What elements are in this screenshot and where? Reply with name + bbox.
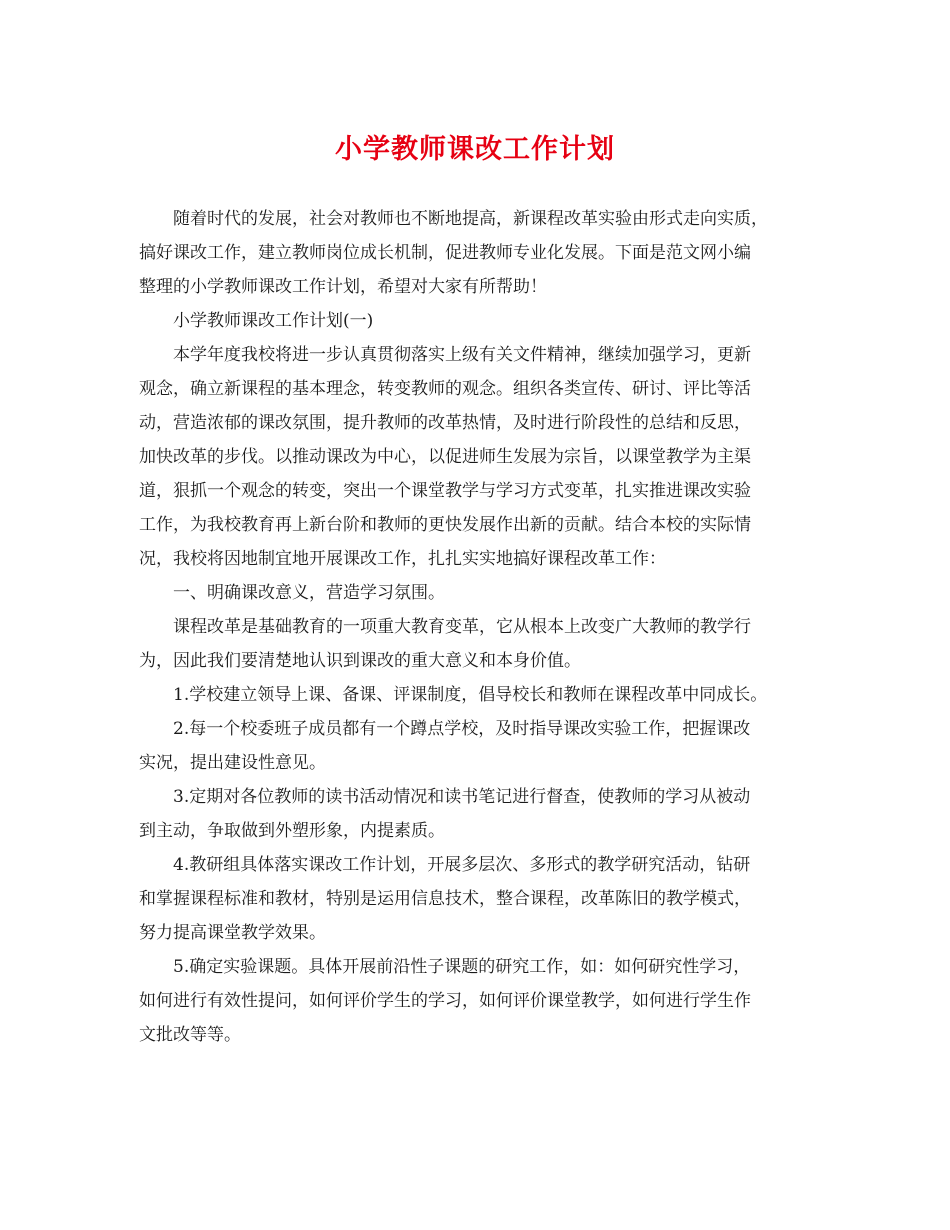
text-line: 1.学校建立领导上课、备课、评课制度，倡导校长和教师在课程改革中同成长。 (173, 685, 768, 705)
paragraph (139, 202, 829, 304)
paragraph (139, 576, 829, 610)
text-line: 搞好课改工作，建立教师岗位成长机制，促进教师专业化发展。下面是范文网小编 (139, 243, 751, 263)
text-line: 文批改等等。 (139, 1025, 241, 1045)
text-line: 随着时代的发展，社会对教师也不断地提高，新课程改革实验由形式走向实质， (173, 209, 768, 229)
paragraph (139, 610, 829, 678)
text-line: 2.每一个校委班子成员都有一个蹲点学校，及时指导课改实验工作，把握课改 (173, 719, 751, 739)
text-line: 为，因此我们要清楚地认识到课改的重大意义和本身价值。 (139, 651, 581, 671)
text-line: 观念，确立新课程的基本理念，转变教师的观念。组织各类宣传、研讨、评比等活 (139, 379, 751, 399)
text-line: 努力提高课堂教学效果。 (139, 923, 326, 943)
text-line: 到主动，争取做到外塑形象，内提素质。 (139, 821, 445, 841)
text-line: 况，我校将因地制宜地开展课改工作，扎扎实实地搞好课程改革工作： (139, 549, 666, 569)
text-line: 加快改革的步伐。以推动课改为中心，以促进师生发展为宗旨，以课堂教学为主渠 (139, 447, 751, 467)
document-title: 小学教师课改工作计划 (335, 134, 615, 165)
text-line: 整理的小学教师课改工作计划，希望对大家有所帮助！ (139, 277, 547, 297)
text-line: 本学年度我校将进一步认真贯彻落实上级有关文件精神，继续加强学习，更新 (173, 345, 751, 365)
paragraph (139, 338, 829, 576)
text-line: 课程改革是基础教育的一项重大教育变革，它从根本上改变广大教师的教学行 (173, 617, 751, 637)
paragraph (139, 780, 829, 848)
paragraph (139, 304, 829, 338)
paragraph (139, 950, 829, 1052)
text-line: 工作，为我校教育再上新台阶和教师的更快发展作出新的贡献。结合本校的实际情 (139, 515, 751, 535)
text-line: 5.确定实验课题。具体开展前沿性子课题的研究工作，如：如何研究性学习， (173, 957, 751, 977)
text-line: 4.教研组具体落实课改工作计划，开展多层次、多形式的教学研究活动，钻研 (173, 855, 751, 875)
text-line: 和掌握课程标准和教材，特别是运用信息技术，整合课程，改革陈旧的教学模式， (139, 889, 751, 909)
text-line: 动，营造浓郁的课改氛围，提升教师的改革热情，及时进行阶段性的总结和反思， (139, 413, 751, 433)
text-line: 小学教师课改工作计划(一) (173, 311, 374, 331)
document-body (139, 202, 829, 1052)
text-line: 一、明确课改意义，营造学习氛围。 (173, 583, 445, 603)
text-line: 3.定期对各位教师的读书活动情况和读书笔记进行督查，使教师的学习从被动 (173, 787, 751, 807)
text-line: 如何进行有效性提问，如何评价学生的学习，如何评价课堂教学，如何进行学生作 (139, 991, 751, 1011)
paragraph (139, 678, 829, 712)
text-line: 道，狠抓一个观念的转变，突出一个课堂教学与学习方式变革，扎实推进课改实验 (139, 481, 751, 501)
text-line: 实况，提出建设性意见。 (139, 753, 326, 773)
paragraph (139, 848, 829, 950)
paragraph (139, 712, 829, 780)
